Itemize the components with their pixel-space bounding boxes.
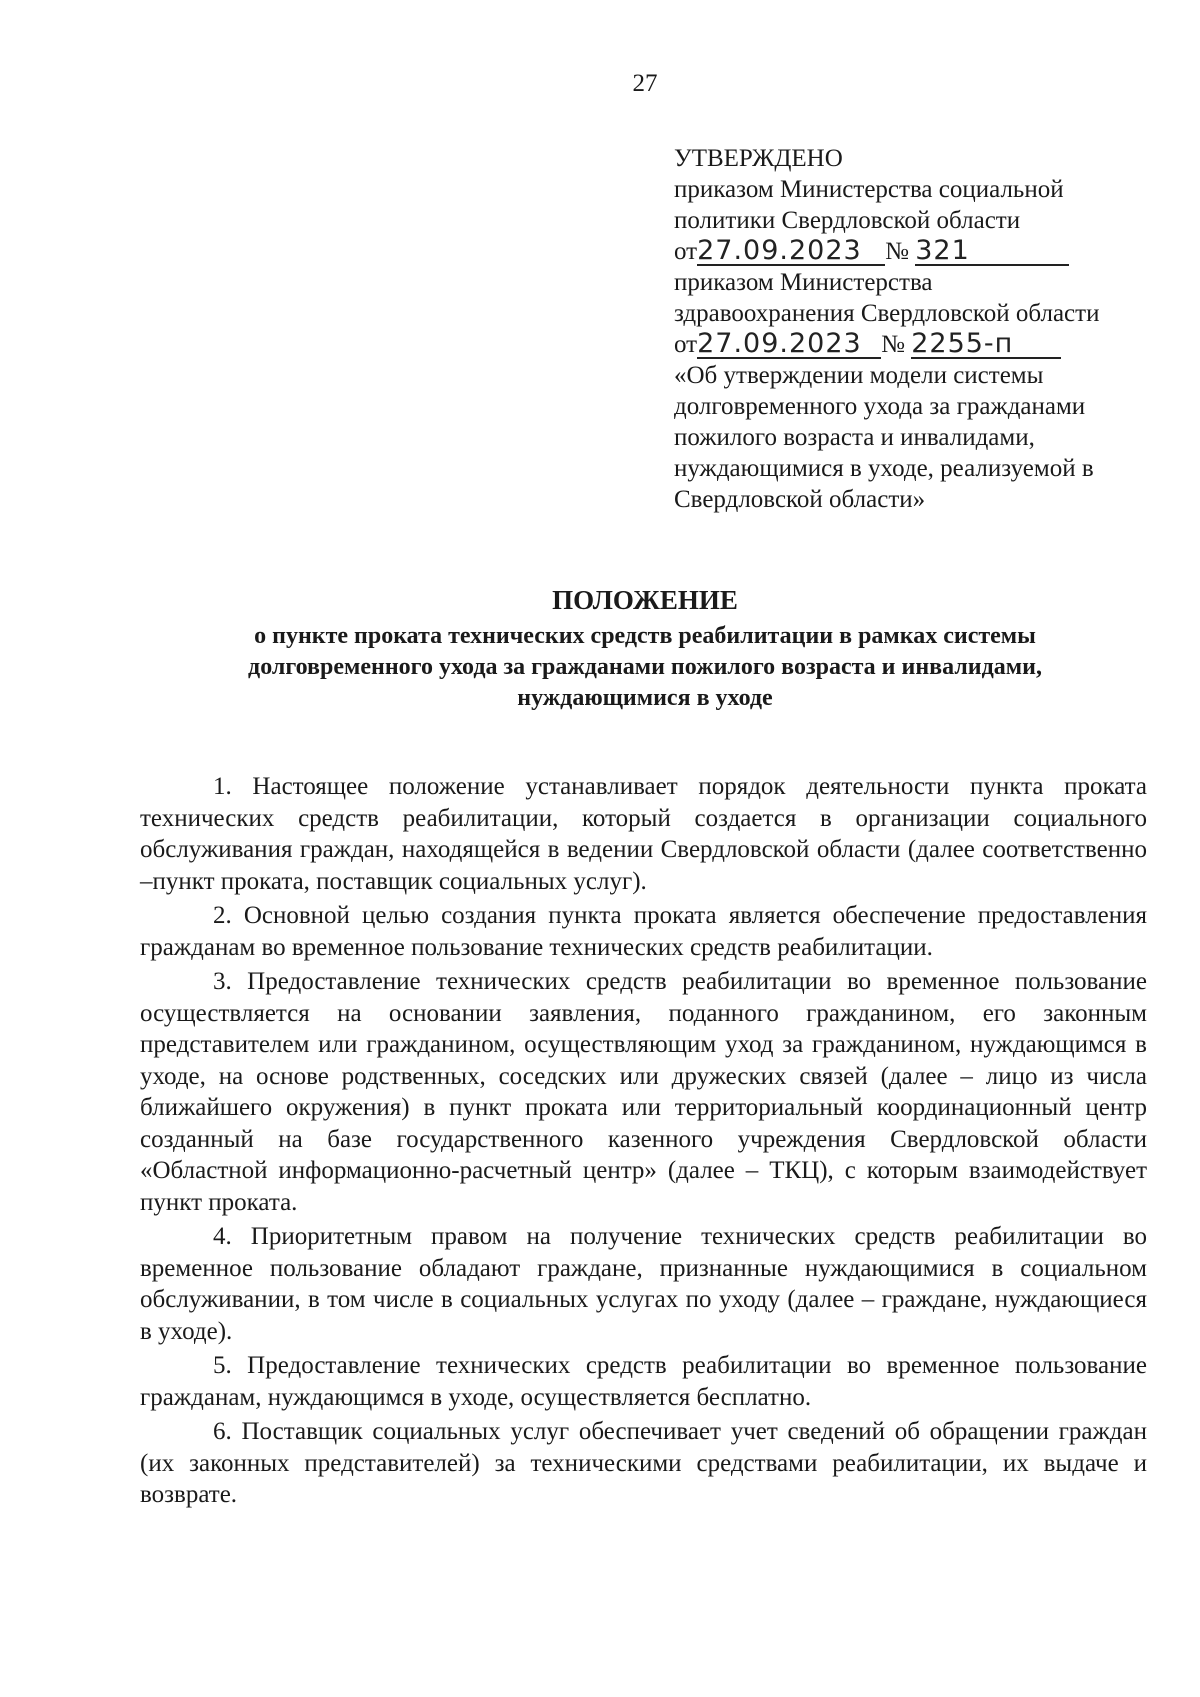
order1-number-label: №: [885, 238, 909, 265]
order1-date-line: [674, 236, 1174, 267]
approval-heading: УТВЕРЖДЕНО: [674, 145, 843, 172]
order1-number: 321: [915, 235, 970, 266]
approval-title-line: долговременного ухода за гражданами: [674, 393, 1086, 420]
paragraph-4: 4. Приоритетным правом на получение технических средств реабилитации во временное пользование обладают граждане, признанные нуждающимися в социальном обслуживании, в том числе в социальных услугах по уходу (далее – граждане, нуждающиеся в уходе).: [140, 1223, 1147, 1345]
order2-date: 27.09.2023: [697, 328, 862, 359]
page-number: 27: [632, 70, 658, 97]
order1-from-label: от: [674, 238, 698, 265]
order1-date: 27.09.2023: [697, 235, 862, 266]
approval-title-line: нуждающимися в уходе, реализуемой в: [674, 455, 1094, 482]
order2-number: 2255-п: [911, 328, 1014, 359]
approval-title-line: Свердловской области»: [674, 486, 926, 513]
order2-from-label: от: [674, 331, 698, 358]
order2-number-label: №: [881, 331, 905, 358]
approval-block: [674, 143, 1174, 515]
paragraph-1: 1. Настоящее положение устанавливает порядок деятельности пункта проката технических средств реабилитации, который создается в организации социального обслуживания граждан, находящейся в ведении Свердловской области (далее соответственно –пункт проката, поставщик социальных услуг).: [140, 773, 1147, 895]
order2-date-line: [674, 329, 1174, 360]
order1-line2: политики Свердловской области: [674, 207, 1021, 234]
order1-date-field: [697, 235, 885, 266]
paragraph-2: 2. Основной целью создания пункта проката является обеспечение предоставления гражданам во временное пользование технических средств реабилитации.: [140, 902, 1147, 961]
subtitle-line: долговременного ухода за гражданами пожилого возраста и инвалидами,: [248, 654, 1042, 680]
document-heading: [140, 583, 1150, 714]
subtitle-line: о пункте проката технических средств реабилитации в рамках системы: [254, 623, 1036, 649]
order1-line1: приказом Министерства социальной: [674, 176, 1064, 203]
subtitle-line: нуждающимися в уходе: [517, 685, 773, 711]
order2-line1: приказом Министерства: [674, 269, 933, 296]
order2-number-field: [911, 328, 1061, 359]
paragraph-3: 3. Предоставление технических средств реабилитации во временное пользование осуществляется на основании заявления, поданного гражданином, его законным представителем или гражданином, осуществляющим уход за гражданином, нуждающимся в уходе, на основе родственных, соседских или дружеских связей (далее – лицо из числа ближайшего окружения) в пункт проката или территориальный координационный центр созданный на базе государственного казенного учреждения Свердловской области «Областной информационно-расчетный центр» (далее – ТКЦ), с которым взаимодействует пункт проката.: [140, 968, 1147, 1216]
order1-number-field: [915, 235, 1069, 266]
document-subtitle: [140, 621, 1150, 714]
approval-title-line: пожилого возраста и инвалидами,: [674, 424, 1035, 451]
document-body: [140, 771, 1147, 1514]
order2-line2: здравоохранения Свердловской области: [674, 300, 1100, 327]
order2-date-field: [697, 328, 881, 359]
document-title: ПОЛОЖЕНИЕ: [552, 585, 738, 615]
paragraph-5: 5. Предоставление технических средств реабилитации во временное пользование гражданам, нуждающимся в уходе, осуществляется бесплатно.: [140, 1352, 1147, 1411]
paragraph-6: 6. Поставщик социальных услуг обеспечивает учет сведений об обращении граждан (их законных представителей) за техническими средствами реабилитации, их выдаче и возврате.: [140, 1418, 1147, 1508]
approval-title-line: «Об утверждении модели системы: [674, 362, 1044, 389]
